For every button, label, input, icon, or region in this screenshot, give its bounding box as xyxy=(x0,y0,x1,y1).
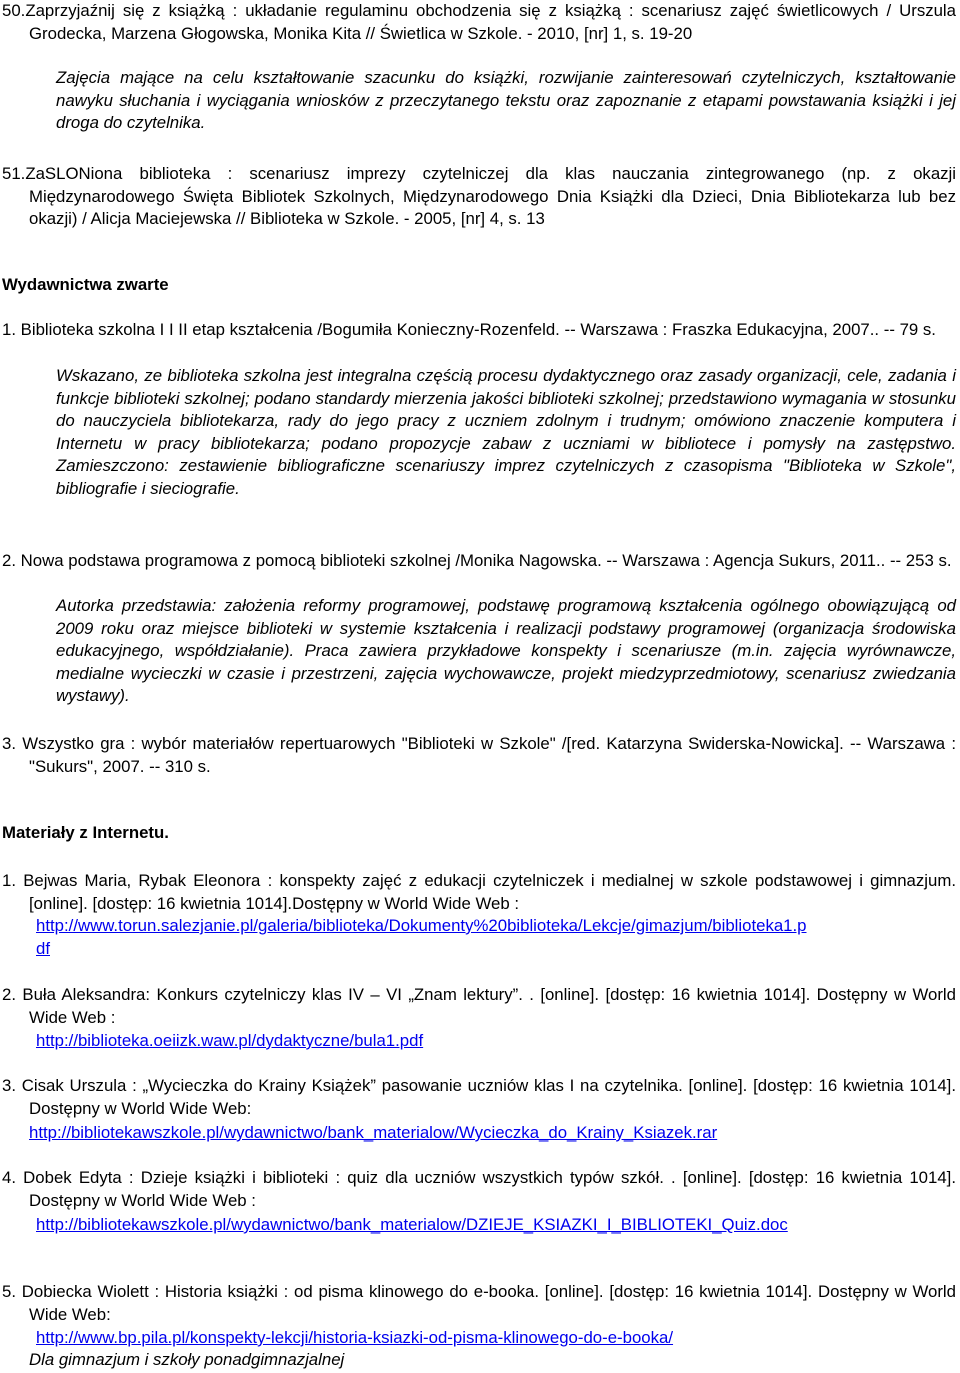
entry-number: 3. xyxy=(2,734,16,753)
book-entry-2 xyxy=(2,550,956,573)
entry-number: 3. xyxy=(2,1076,16,1095)
bibliography-entry-50 xyxy=(2,0,956,45)
entry-number: 5. xyxy=(2,1282,16,1301)
web-entry-4-link[interactable]: http://bibliotekawszkole.pl/wydawnictwo/bank_materialow/DZIEJE_KSIAZKI_I_BIBLIOTEKI_Quiz.doc xyxy=(36,1215,788,1234)
entry-number: 50. xyxy=(2,1,26,20)
web-entry-1 xyxy=(2,870,956,915)
web-entry-4 xyxy=(2,1167,956,1212)
entry-citation: Biblioteka szkolna I I II etap kształcenia /Bogumiła Konieczny-Rozenfeld. -- Warszawa : Fraszka Edukacyjna, 2007.. -- 79 s. xyxy=(20,320,936,339)
web-entry-2-link[interactable]: http://biblioteka.oeiizk.waw.pl/dydaktyczne/bula1.pdf xyxy=(36,1031,424,1050)
entry-citation: Zaprzyjaźnij się z książką : układanie regulaminu obchodzenia się z książką : scenariusz zajęć świetlicowych / Urszula Grodecka, Marzena Głogowska, Monika Kita // Świetlica w Szkole. - 2010, [nr] 1, s. 19-20 xyxy=(25,1,956,43)
web-entry-3-link[interactable]: http://bibliotekawszkole.pl/wydawnictwo/bank_materialow/Wycieczka_do_Krainy_Ksiazek.rar xyxy=(29,1123,718,1142)
web-entry-5-url xyxy=(2,1327,956,1350)
entry-citation: Dobek Edyta : Dzieje książki i biblioteki : quiz dla uczniów wszystkich typów szkół. . [online]. [dostęp: 16 kwietnia 1014]. Dostępny w World Wide Web : xyxy=(23,1168,956,1210)
entry-number: 4. xyxy=(2,1168,16,1187)
web-entry-2-url xyxy=(2,1030,956,1053)
entry-citation: ZaSLONiona biblioteka : scenariusz imprezy czytelniczej dla klas nauczania zintegrowanego (np. z okazji Międzynarodowego Święta Bibliotek Szkolnych, Międzynarodowego Dnia Książki dla Dzieci, Dnia Bibliotekarza lub bez okazji) / Alicja Maciejewska // Biblioteka w Szkole. - 2005, [nr] 4, s. 13 xyxy=(25,164,956,228)
web-entry-1-url xyxy=(2,915,956,960)
book-entry-2-annotation: Autorka przedstawia: założenia reformy programowej, podstawę programową kształcenia ogólnego obowiązującą od 2009 roku oraz miejsce biblioteki w systemie kształcenia i realizacji podstawy programowej (organizacja środowiska edukacyjnego, współdziałanie). Praca zawiera przykładowe konspekty i scenariusze (m.in. zajęcia wyrównawcze, medialne wycieczki w czasie i przestrzeni, zajęcia wychowawcze, projekt miedzyprzedmiotowy, scenariusz zwiedzania wystawy). xyxy=(56,596,956,705)
web-entry-3 xyxy=(2,1075,956,1120)
book-entry-1-annotation: Wskazano, ze biblioteka szkolna jest integralna częścią procesu dydaktycznego oraz zasady organizacji, cele, zadania i funkcje biblioteki szkolnej; podano standardy mierzenia jakości biblioteki szkolnej; przedstawiono wymagania w stosunku do nauczyciela bibliotekarza, rady do jego pracy z uczniem zdolnym i trudnym; omówiono znaczenie komputera i Internetu w pracy bibliotekarza; podano propozycje zabaw z uczniami w bibliotece i pomysły na zastępstwo. Zamieszczono: zestawienie bibliograficzne scenariuszy imprez czytelniczych z czasopisma "Biblioteka w Szkole", bibliografie i sieciografie. xyxy=(56,366,956,498)
entry-number: 2. xyxy=(2,551,16,570)
entry-citation: Buła Aleksandra: Konkurs czytelniczy klas IV – VI „Znam lektury”. . [online]. [dostęp: 16 kwietnia 1014]. Dostępny w World Wide Web : xyxy=(22,985,956,1027)
entry-number: 1. xyxy=(2,320,16,339)
web-entry-4-url xyxy=(2,1214,956,1237)
web-entry-2 xyxy=(2,984,956,1029)
web-entry-1-link-continued[interactable]: df xyxy=(36,938,50,958)
entry-citation: Bejwas Maria, Rybak Eleonora : konspekty zajęć z edukacji czytelniczek i medialnej w szkole podstawowej i gimnazjum. [online]. [dostęp: 16 kwietnia 1014].Dostępny w World Wide Web : xyxy=(23,871,956,913)
web-entry-5-note: Dla gimnazjum i szkoły ponadgimnazjalnej xyxy=(29,1350,345,1369)
section-heading-wydawnictwa: Wydawnictwa zwarte xyxy=(2,275,169,294)
entry-number: 2. xyxy=(2,985,16,1004)
entry-number: 51. xyxy=(2,164,26,183)
web-entry-5-link[interactable]: http://www.bp.pila.pl/konspekty-lekcji/historia-ksiazki-od-pisma-klinowego-do-e-booka/ xyxy=(36,1328,674,1347)
entry-number: 1. xyxy=(2,871,16,890)
entry-citation: Dobiecka Wiolett : Historia książki : od pisma klinowego do e-booka. [online]. [dostęp: 16 kwietnia 1014]. Dostępny w World Wide Web: xyxy=(21,1282,956,1324)
web-entry-5 xyxy=(2,1281,956,1326)
section-heading-internet: Materiały z Internetu. xyxy=(2,823,169,842)
web-entry-1-link[interactable]: http://www.torun.salezjanie.pl/galeria/biblioteka/Dokumenty%20biblioteka/Lekcje/gimazjum/biblioteka1.p xyxy=(36,916,807,935)
book-entry-3 xyxy=(2,733,956,778)
entry-citation: Nowa podstawa programowa z pomocą biblioteki szkolnej /Monika Nagowska. -- Warszawa : Agencja Sukurs, 2011.. -- 253 s. xyxy=(20,551,952,570)
entry-citation: Cisak Urszula : „Wycieczka do Krainy Książek” pasowanie uczniów klas I na czytelnika. [online]. [dostęp: 16 kwietnia 1014]. Dostępny w World Wide Web: xyxy=(21,1076,956,1118)
entry-citation: Wszystko gra : wybór materiałów repertuarowych "Biblioteki w Szkole" /[red. Katarzyna Swiderska-Nowicka]. -- Warszawa : "Sukurs", 2007. -- 310 s. xyxy=(22,734,956,776)
web-entry-3-url xyxy=(2,1122,956,1145)
book-entry-1 xyxy=(2,319,956,342)
bibliography-entry-51 xyxy=(2,163,956,231)
entry-50-annotation: Zajęcia mające na celu kształtowanie szacunku do książki, rozwijanie zainteresowań czytelniczych, kształtowanie nawyku słuchania i wyciągania wniosków z przeczytanego tekstu oraz zapoznanie z etapami powstawania książki i jej droga do czytelnika. xyxy=(56,68,956,132)
